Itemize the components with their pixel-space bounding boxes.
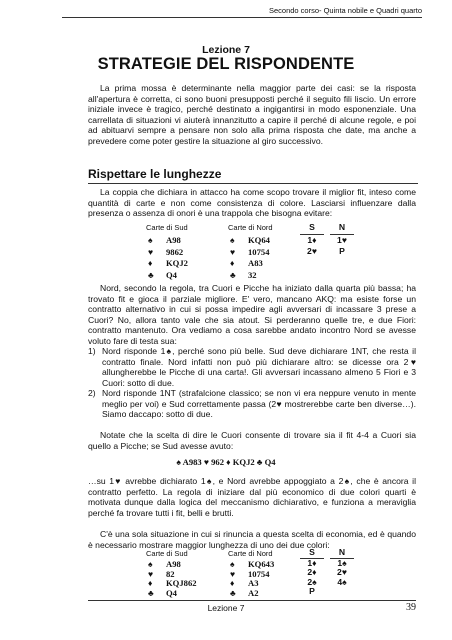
bid: 2♥ — [337, 567, 347, 577]
hand-row-clubs: ♣ Q4 — [148, 269, 177, 280]
hand-row-spades: ♠ KQ643 — [230, 559, 275, 569]
hand-row-spades: ♠ KQ64 — [230, 235, 270, 245]
running-header: Secondo corso- Quinta nobile e Quadri quarto — [268, 6, 422, 15]
list-item: 2) Nord risponde 1NT (strafalcione classico; se non vi era neppure venuto in mente meglio per voi) e Sud correttamente passa (2♥ mostrerebbe carte ben diverse…). Siamo daccapo: sotto di due. — [88, 388, 416, 419]
bid-header-south: S — [300, 548, 324, 559]
hand-row-spades: ♠ A98 — [148, 559, 181, 569]
paragraph-fit: La coppia che dichiara in attacco ha come scopo trovare il miglior fit, inteso come quantità di carte e non come consistenza di colore. Lasciarsi influenzare dalla presenza o assenza di onori è una trappola che bisogna evitare: — [88, 187, 416, 218]
bid-header-north: N — [330, 548, 354, 559]
hand-row-clubs: ♣ 32 — [230, 269, 257, 280]
club-icon: ♣ — [148, 269, 154, 280]
diamond-icon: ♦ — [230, 258, 235, 268]
list-item: 1) Nord risponde 1♠, perché sono più belle. Sud deve dichiarare 1NT, che resta il contratto finale. Nord infatti non può più dichiarare altro: se dicesse ora 2♥ allungherebbe le Picche di una carta!. Gli avversari incassano almeno 5 Fiori e 3 Cuori: sotto di due. — [88, 346, 416, 388]
hand-row-diamonds: ♦ A3 — [230, 578, 259, 588]
bid: 2♥ — [307, 246, 317, 256]
south-hand — [148, 235, 188, 281]
bid: 4♠ — [337, 576, 347, 587]
north-label: Carte di Nord — [228, 223, 273, 232]
bid-header-south: S — [300, 222, 324, 235]
hand-row-diamonds: ♦ KQJ862 — [148, 578, 197, 588]
diamond-icon: ♦ — [230, 578, 235, 588]
bid-header-north: N — [330, 222, 354, 235]
club-icon: ♣ — [230, 269, 236, 280]
lesson-label: Lezione 7 — [202, 44, 250, 56]
section-heading: Rispettare le lunghezze — [88, 167, 418, 184]
spade-icon: ♠ — [230, 235, 235, 245]
intro-paragraph: La prima mossa è determinante nella maggior parte dei casi: se la risposta all'apertura è corretta, ci sono buoni presupposti perché il seguito fili liscio. Un errore iniziale invece è tragico, perché destinato a ingigantirsi in modo esponenziale. Una carrellata di situazioni vi aiuterà innanzitutto a capire il perché di alcune regole, e poi ad abituarvi sempre a pensare non solo alla prima risposta che date, ma anche a prevedere come poter gestire la situazione al giro successivo. — [88, 83, 416, 146]
north-label: Carte di Nord — [228, 549, 273, 558]
bid: 1♦ — [307, 557, 317, 568]
bid: 1♦ — [307, 234, 317, 245]
hand-row-hearts: ♥ 9862 — [148, 246, 184, 257]
numbered-list — [88, 346, 416, 420]
spade-icon: ♠ — [230, 559, 235, 569]
bid: P — [309, 586, 315, 596]
bidding-table — [300, 222, 354, 258]
heart-icon: ♥ — [148, 246, 154, 257]
page-title: STRATEGIE DEL RISPONDENTE — [97, 55, 355, 73]
diamond-icon: ♦ — [148, 258, 153, 268]
south-label: Carte di Sud — [146, 549, 188, 558]
north-hand — [230, 235, 270, 281]
heart-icon: ♥ — [230, 246, 236, 257]
page-number: 39 — [406, 602, 416, 613]
bid: P — [339, 246, 345, 256]
hand-row-hearts: ♥ 10754 — [230, 246, 270, 257]
spade-icon: ♠ — [148, 235, 153, 245]
club-icon: ♣ — [148, 587, 154, 598]
hand-line: ♠ A983 ♥ 962 ♦ KQJ2 ♣ Q4 — [176, 457, 276, 467]
south-label: Carte di Sud — [146, 223, 188, 232]
bid: 1♥ — [337, 234, 347, 245]
bid: 2♦ — [307, 567, 317, 577]
hand-row-hearts: ♥ 82 — [148, 568, 175, 579]
footer-rule — [88, 600, 416, 601]
club-icon: ♣ — [230, 587, 236, 598]
paragraph-analysis: Nord, secondo la regola, tra Cuori e Picche ha iniziato dalla quarta più bassa; ha trovato fit e gioca il parziale migliore. E' vero, mancano AKQ: ma esiste forse un contratto alternativo in cui si possa impedire agli avversari di incassare 3 prese a Cuori? No, allora tanto vale che sia atout. Si perderanno quelle tre, e due Fiori: contratto mantenuto. Ora vediamo a cosa sarebbe andato incontro Nord se avesse voluto fare di testa sua: — [88, 283, 416, 346]
spade-icon: ♠ — [148, 559, 153, 569]
hand-row-spades: ♠ A98 — [148, 235, 181, 245]
footer-label: Lezione 7 — [207, 603, 245, 613]
hand-row-diamonds: ♦ A83 — [230, 258, 263, 268]
hand-row-diamonds: ♦ KQJ2 — [148, 258, 188, 268]
hand-row-hearts: ♥ 10754 — [230, 568, 270, 579]
north-hand — [230, 560, 274, 598]
paragraph-conclusion: …su 1♥ avrebbe dichiarato 1♠, e Nord avrebbe appoggiato a 2♠, che è ancora il contratto perfetto. La regola di iniziare dal più economico di due colori quarti è motivata dunque dalla logica del meccanismo dichiarativo, e funziona a meraviglia perché fa trovare tutti i fit, belli e brutti. — [88, 476, 416, 518]
paragraph-note: Notate che la scelta di dire le Cuori consente di trovare sia il fit 4-4 a Cuori sia quello a Picche; se Sud avesse avuto: — [88, 430, 416, 451]
bid — [330, 587, 354, 597]
hand-row-clubs: ♣ Q4 — [148, 587, 177, 598]
heart-icon: ♥ — [230, 568, 236, 579]
hand-row-clubs: ♣ A2 — [230, 587, 259, 598]
paragraph-exception: C'è una sola situazione in cui si rinuncia a questa scelta di economia, ed è quando è necessario mostrare maggior lunghezza di uno dei due colori: — [88, 529, 416, 550]
south-hand — [148, 560, 197, 598]
bidding-table — [300, 548, 354, 597]
heart-icon: ♥ — [148, 568, 154, 579]
diamond-icon: ♦ — [148, 578, 153, 588]
bid: 1♠ — [337, 557, 347, 568]
header-rule — [62, 17, 422, 18]
bid: 2♠ — [307, 576, 317, 587]
